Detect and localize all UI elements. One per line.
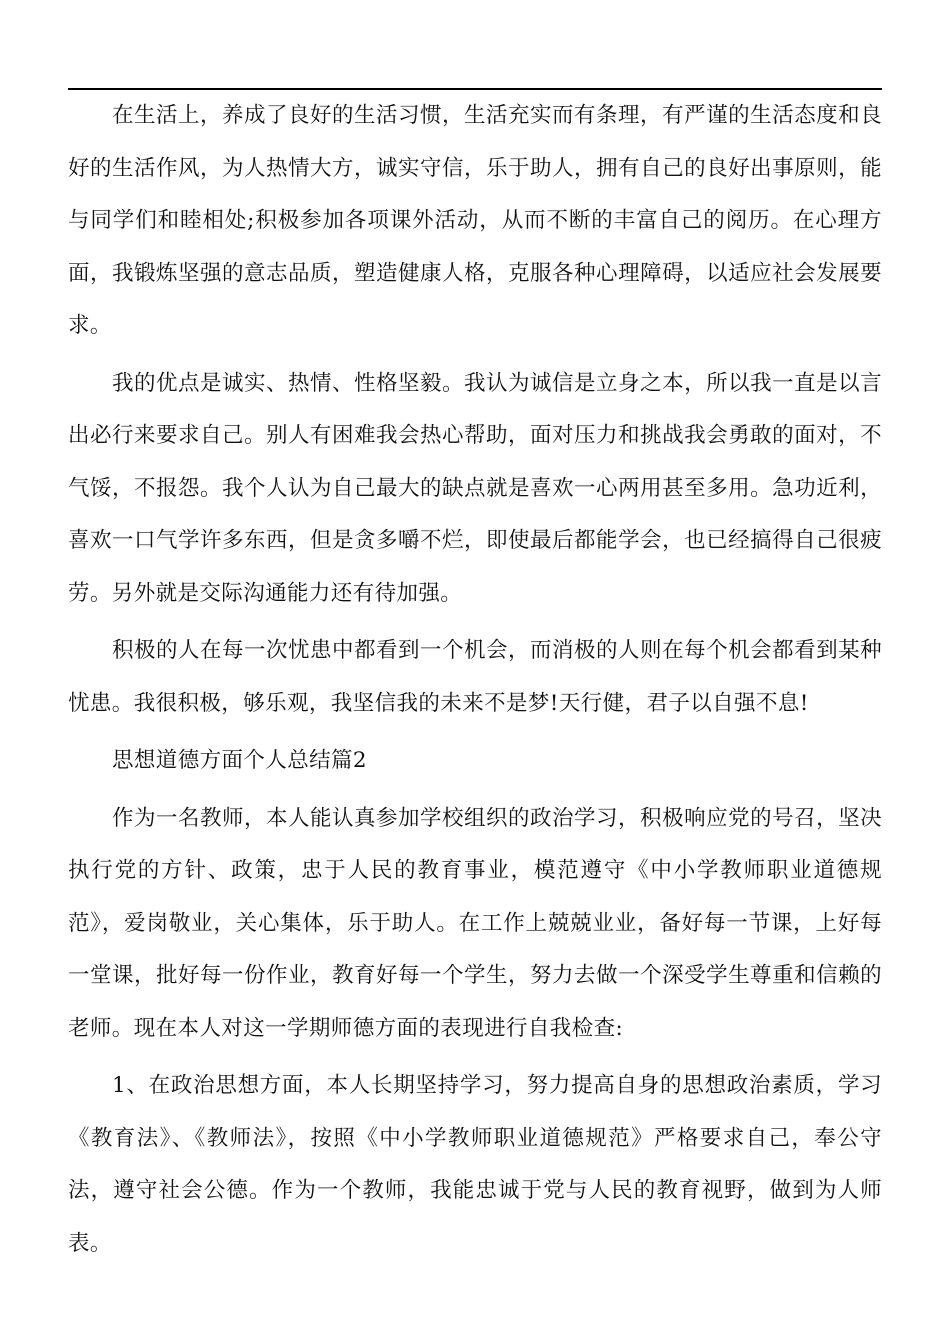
paragraph-teacher: 作为一名教师，本人能认真参加学校组织的政治学习，积极响应党的号召，坚决执行党的方针、政策，忠于人民的教育事业，模范遵守《中小学教师职业道德规范》，爱岗敬业，关心集体，乐于助人。在工作上兢兢业业，备好每一节课，上好每一堂课，批好每一份作业，教育好每一个学生，努力去做一个深受学生尊重和信赖的老师。现在本人对这一学期师德方面的表现进行自我检查: [68, 805, 882, 1041]
paragraph-life: 在生活上，养成了良好的生活习惯，生活充实而有条理，有严谨的生活态度和良好的生活作风，为人热情大方，诚实守信，乐于助人，拥有自己的良好出事原则，能与同学们和睦相处;积极参加各项课外活动，从而不断的丰富自己的阅历。在心理方面，我锻炼坚强的意志品质，塑造健康人格，克服各种心理障碍，以适应社会发展要求。 [68, 103, 882, 338]
paragraph-optimism: 积极的人在每一次忧患中都看到一个机会，而消极的人则在每个机会都看到某种忧患。我很积极，够乐观，我坚信我的未来不是梦!天行健，君子以自强不息! [68, 638, 882, 716]
paragraph-strengths: 我的优点是诚实、热情、性格坚毅。我认为诚信是立身之本，所以我一直是以言出必行来要求自己。别人有困难我会热心帮助，面对压力和挑战我会勇敢的面对，不气馁，不报怨。我个人认为自己最大的缺点就是喜欢一心两用甚至多用。急功近利，喜欢一口气学许多东西，但是贪多嚼不烂，即使最后都能学会，也已经搞得自己很疲劳。另外就是交际沟通能力还有待加强。 [68, 370, 882, 606]
document-body [68, 90, 882, 1270]
paragraph-politics: 1、在政治思想方面，本人长期坚持学习，努力提高自身的思想政治素质，学习《教育法》、《教师法》，按照《中小学教师职业道德规范》严格要求自己，奉公守法，遵守社会公德。作为一个教师，我能忠诚于党与人民的教育视野，做到为人师表。 [68, 1073, 882, 1256]
section-heading: 思想道德方面个人总结篇2 [112, 748, 367, 773]
